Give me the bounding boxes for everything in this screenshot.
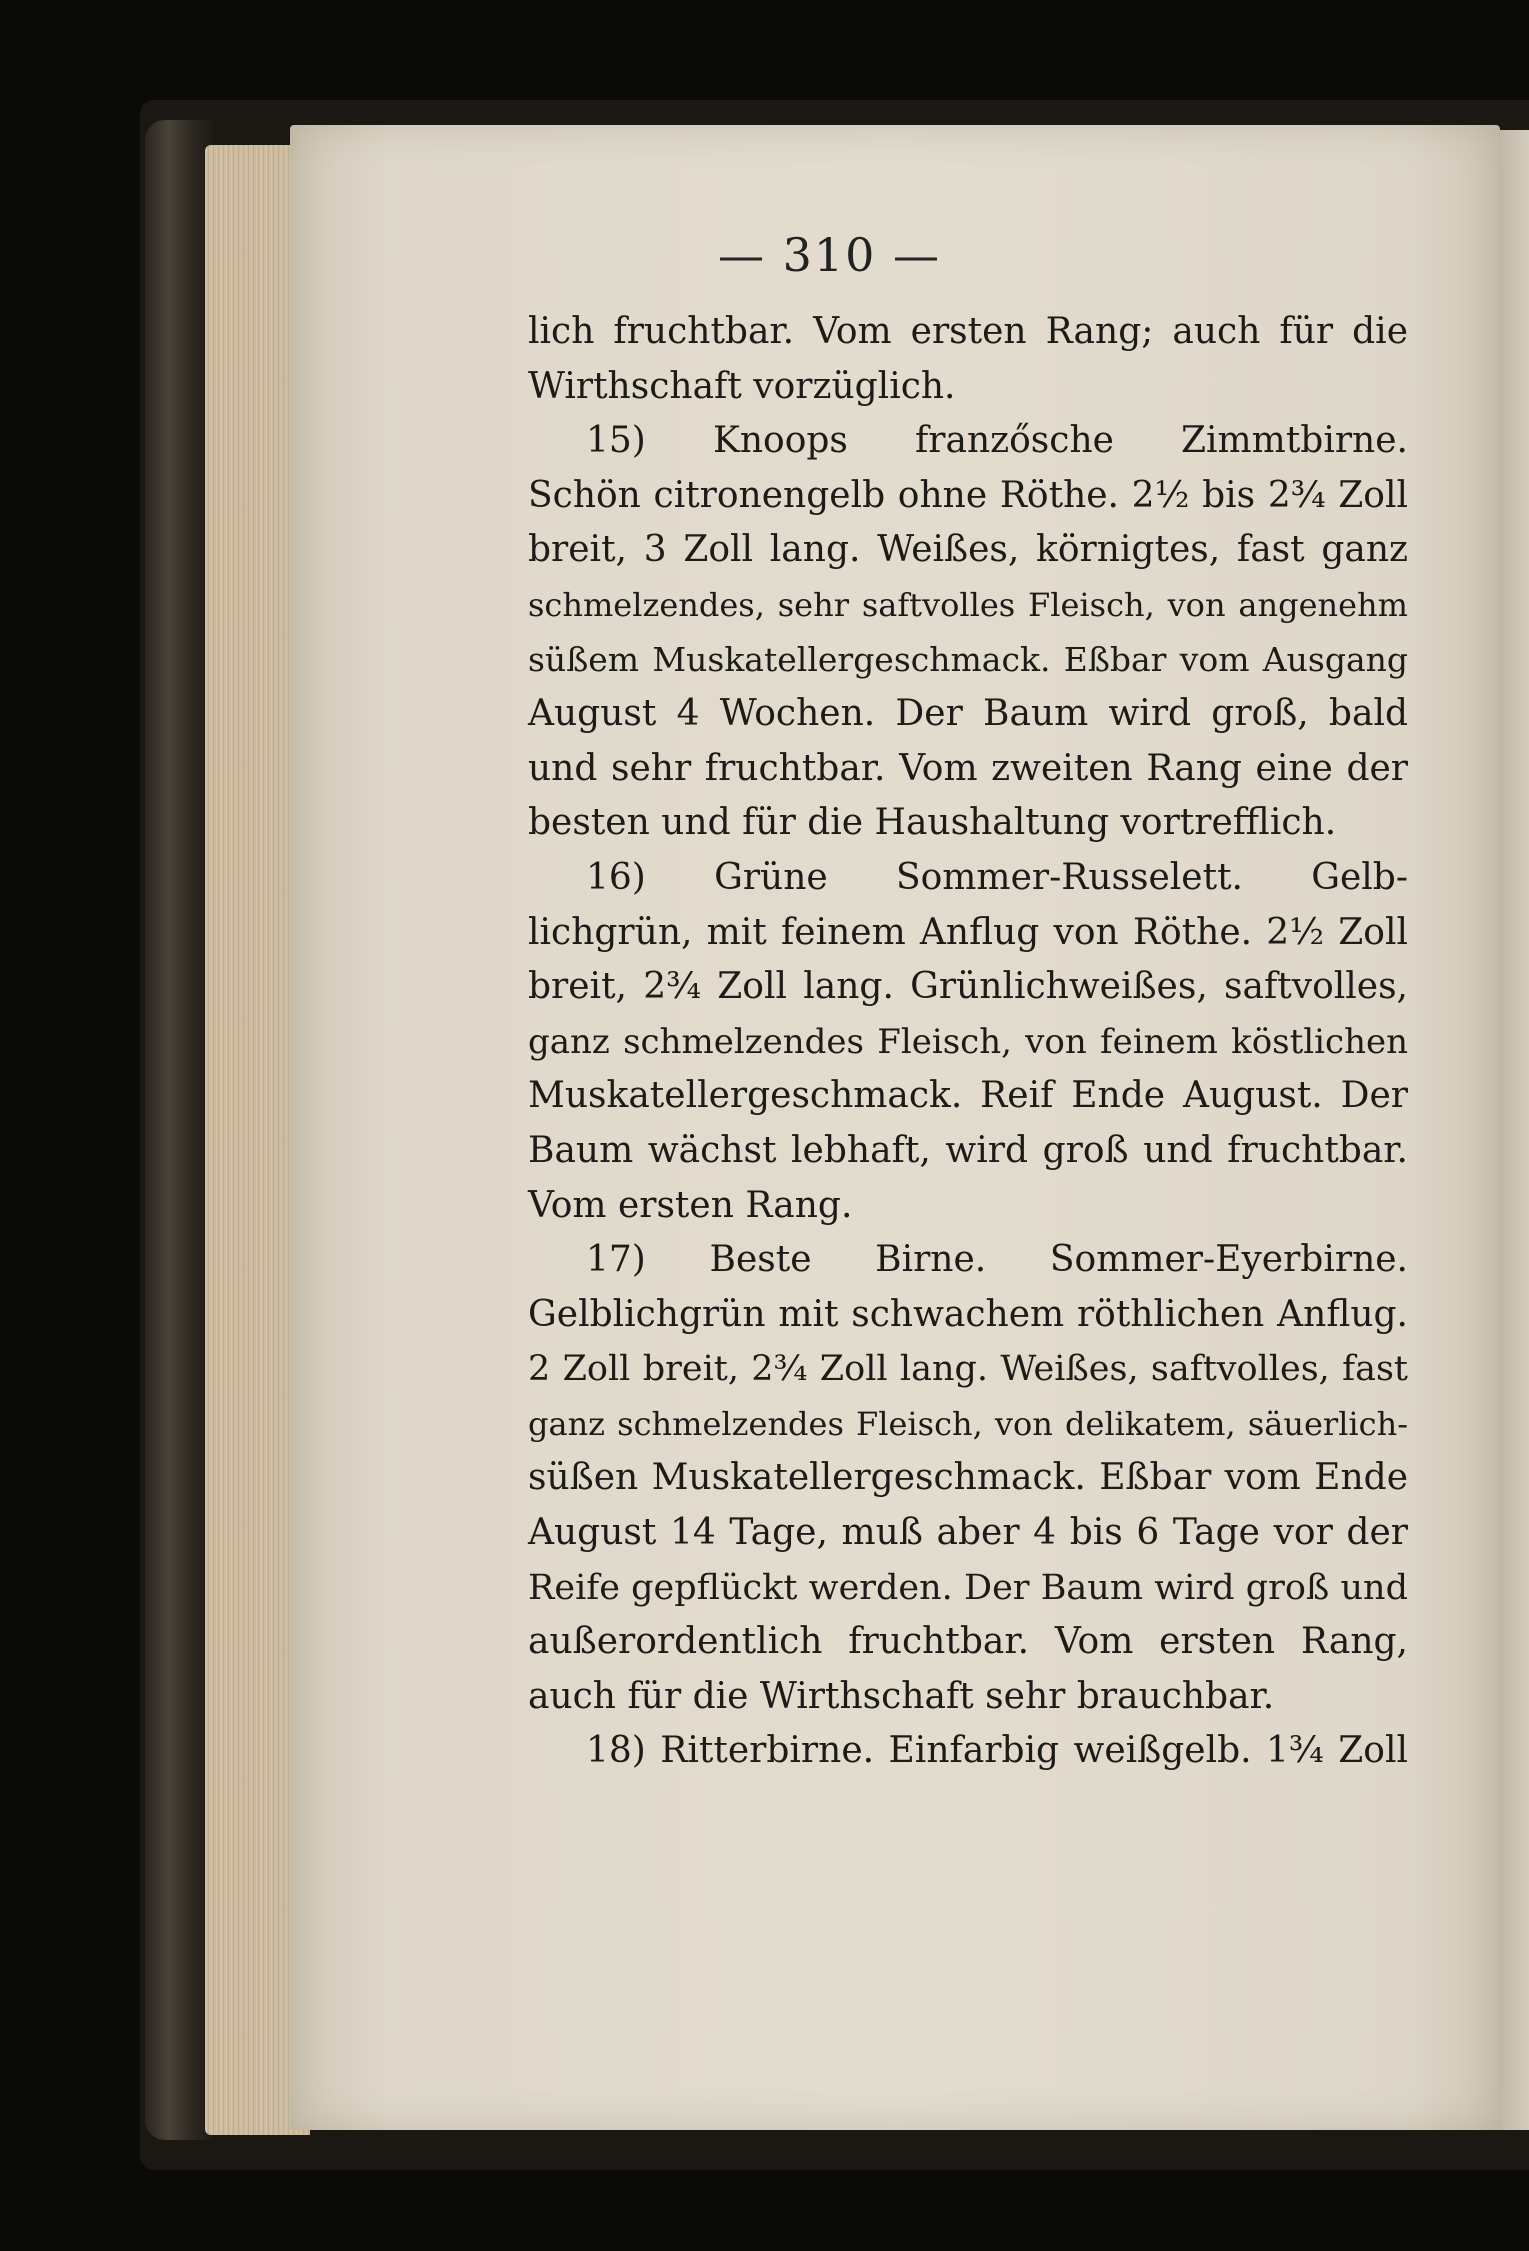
text-line: Baum wächst lebhaft, wird groß und fruchtbar. xyxy=(528,1129,1408,1171)
text-line: süßen Muskatellergeschmack. Eßbar vom Ende xyxy=(528,1457,1408,1499)
body-text xyxy=(528,305,1408,1779)
text-line: 15) Knoops franzősche Zimmtbirne. xyxy=(586,420,1408,462)
text-line: schmelzendes, sehr saftvolles Fleisch, von angenehm xyxy=(528,585,1408,624)
text-line: Wirthschaft vorzüglich. xyxy=(528,365,956,407)
page-number-header: — 310 — xyxy=(717,228,942,282)
text-line: außerordentlich fruchtbar. Vom ersten Rang, xyxy=(528,1621,1408,1663)
text-line: lich fruchtbar. Vom ersten Rang; auch für die xyxy=(528,311,1408,352)
book-spine xyxy=(145,120,213,2140)
text-line: Schön citronengelb ohne Röthe. 2½ bis 2¾ Zoll xyxy=(528,474,1408,516)
text-line: August 14 Tage, muß aber 4 bis 6 Tage vor der xyxy=(528,1512,1408,1554)
text-line: breit, 2¾ Zoll lang. Grünlichweißes, saftvolles, xyxy=(528,966,1408,1008)
text-line: 2 Zoll breit, 2¾ Zoll lang. Weißes, saftvolles, fast xyxy=(528,1349,1408,1390)
text-line: und sehr fruchtbar. Vom zweiten Rang eine der xyxy=(528,747,1408,789)
text-line: süßem Muskatellergeschmack. Eßbar vom Ausgang xyxy=(528,639,1408,679)
text-line: auch für die Wirthschaft sehr brauchbar. xyxy=(528,1675,1275,1717)
text-line: Reife gepflückt werden. Der Baum wird groß und xyxy=(528,1567,1408,1608)
text-line: August 4 Wochen. Der Baum wird groß, bald xyxy=(528,693,1408,735)
text-line: 16) Grüne Sommer-Russelett. Gelb- xyxy=(586,856,1408,898)
text-line: Muskatellergeschmack. Reif Ende August. Der xyxy=(528,1075,1408,1117)
text-line: ganz schmelzendes Fleisch, von feinem köstlichen xyxy=(528,1021,1408,1062)
text-line: besten und für die Haushaltung vortrefflich. xyxy=(528,802,1337,844)
text-line: ganz schmelzendes Fleisch, von delikatem, säuerlich- xyxy=(528,1404,1408,1443)
text-line: 18) Ritterbirne. Einfarbig weißgelb. 1¾ Zoll xyxy=(586,1730,1408,1772)
text-line: Vom ersten Rang. xyxy=(528,1184,853,1226)
text-line: Gelblichgrün mit schwachem röthlichen Anflug. xyxy=(528,1293,1408,1335)
text-line: lichgrün, mit feinem Anflug von Röthe. 2½ Zoll xyxy=(528,911,1408,953)
text-line: breit, 3 Zoll lang. Weißes, körnigtes, fast ganz xyxy=(528,529,1408,571)
text-line: 17) Beste Birne. Sommer-Eyerbirne. xyxy=(586,1239,1408,1281)
